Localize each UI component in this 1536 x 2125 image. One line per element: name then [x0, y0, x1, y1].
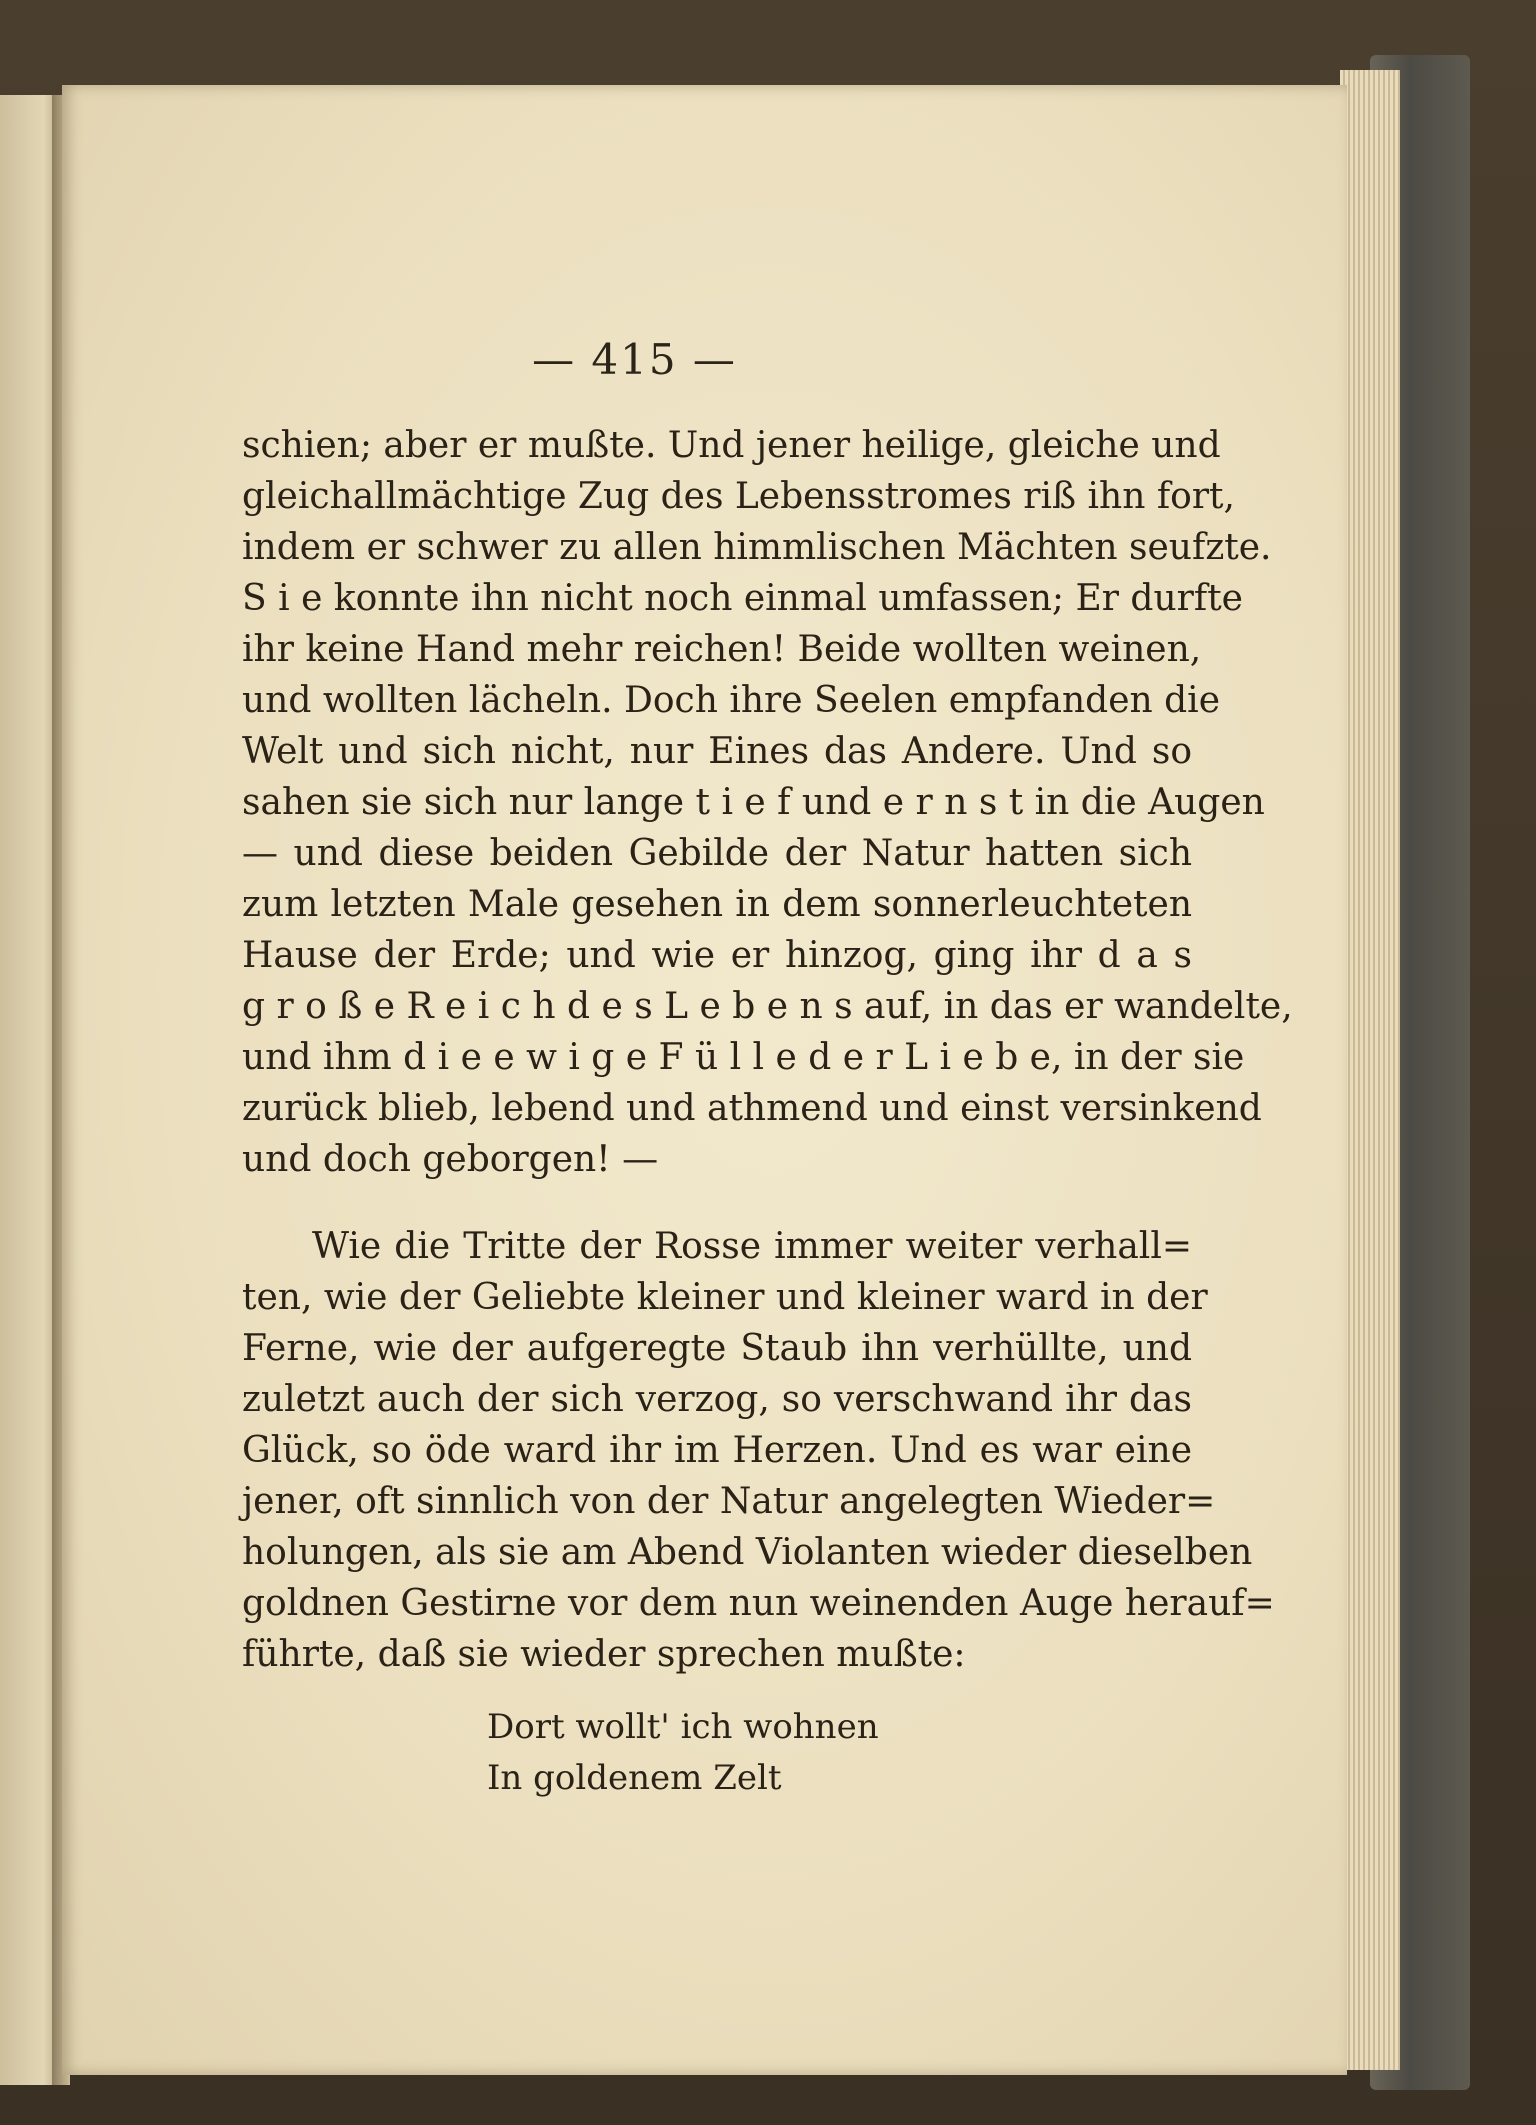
text-line: zum letzten Male gesehen in dem sonnerleuchteten: [242, 884, 1192, 925]
paragraph-spacer: [242, 1185, 1192, 1221]
text-line: Wie die Tritte der Rosse immer weiter verhall=: [312, 1226, 1192, 1267]
text-line: ihr keine Hand mehr reichen! Beide wollten weinen,: [242, 629, 1202, 670]
text-line: führte, daß sie wieder sprechen mußte:: [242, 1634, 966, 1675]
text-line: sahen sie sich nur lange t i e f und e r n s t in die Augen: [242, 782, 1265, 823]
text-line: schien; aber er mußte. Und jener heilige, gleiche und: [242, 425, 1221, 466]
text-line: und wollten lächeln. Doch ihre Seelen empfanden die: [242, 680, 1220, 721]
text-line: Hause der Erde; und wie er hinzog, ging ihr d a s: [242, 935, 1192, 976]
text-line: — und diese beiden Gebilde der Natur hatten sich: [242, 833, 1192, 874]
verse-spacer: [242, 1680, 1192, 1702]
text-line: g r o ß e R e i c h d e s L e b e n s auf, in das er wandelte,: [242, 986, 1293, 1027]
text-line: und doch geborgen! —: [242, 1139, 659, 1180]
text-line: S i e konnte ihn nicht noch einmal umfassen; Er durfte: [242, 578, 1243, 619]
page-text: [242, 420, 1293, 1804]
text-line: indem er schwer zu allen himmlischen Mächten seufzte.: [242, 527, 1272, 568]
book-page: [62, 85, 1347, 2075]
page-edges: [1340, 70, 1400, 2070]
text-line: goldnen Gestirne vor dem nun weinenden Auge herauf=: [242, 1583, 1275, 1624]
page-number: — 415 —: [532, 335, 737, 384]
text-line: gleichallmächtige Zug des Lebensstromes riß ihn fort,: [242, 476, 1235, 517]
text-line: zuletzt auch der sich verzog, so verschwand ihr das: [242, 1379, 1192, 1420]
text-line: zurück blieb, lebend und athmend und einst versinkend: [242, 1088, 1262, 1129]
verse-line: In goldenem Zelt: [487, 1758, 782, 1798]
text-line: und ihm d i e e w i g e F ü l l e d e r L i e b e, in der sie: [242, 1037, 1245, 1078]
text-line: jener, oft sinnlich von der Natur angelegten Wieder=: [242, 1481, 1216, 1522]
text-line: ten, wie der Geliebte kleiner und kleiner ward in der: [242, 1277, 1208, 1318]
verse-line: Dort wollt' ich wohnen: [487, 1707, 879, 1747]
text-line: Ferne, wie der aufgeregte Staub ihn verhüllte, und: [242, 1328, 1192, 1369]
text-line: Glück, so öde ward ihr im Herzen. Und es war eine: [242, 1430, 1192, 1471]
text-line: Welt und sich nicht, nur Eines das Andere. Und so: [242, 731, 1192, 772]
text-line: holungen, als sie am Abend Violanten wieder dieselben: [242, 1532, 1253, 1573]
